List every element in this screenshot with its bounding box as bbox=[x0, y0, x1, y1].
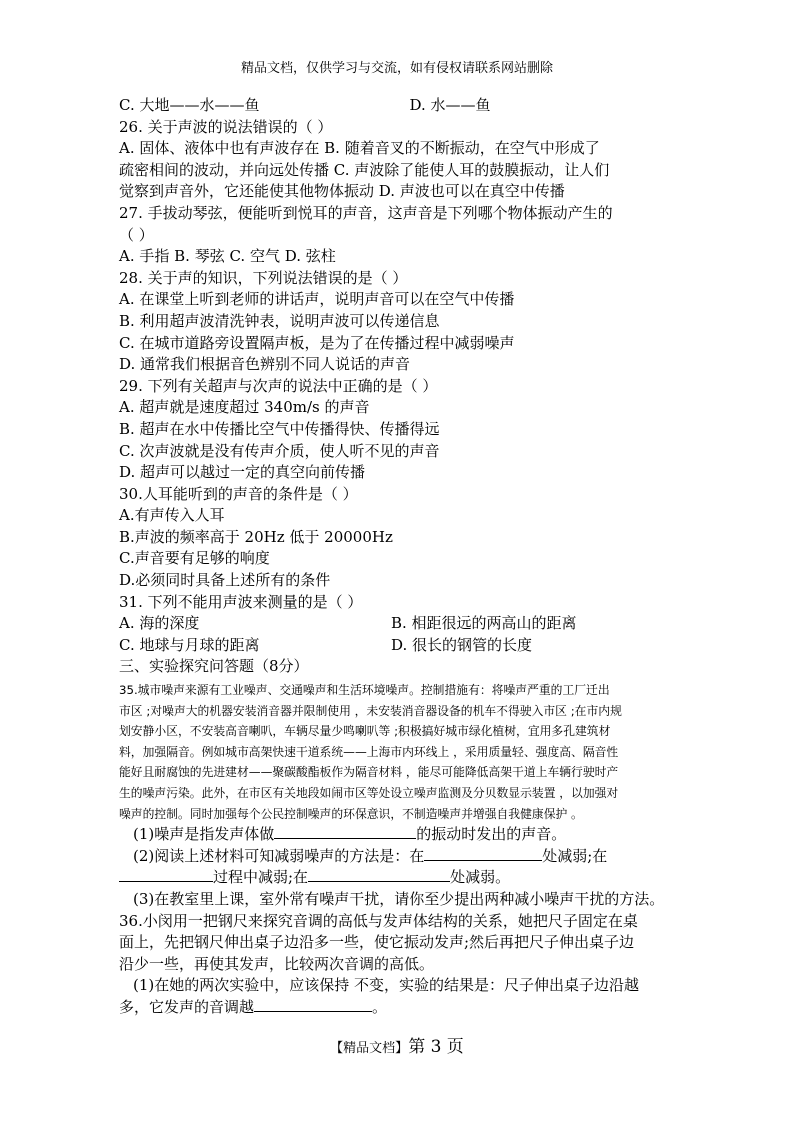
question-31-option-c: C. 地球与月球的距离 bbox=[119, 635, 260, 654]
section-3-heading: 三、实验探究问答题（8分） bbox=[119, 657, 309, 676]
question-29-option-d: D. 超声可以越过一定的真空向前传播 bbox=[119, 463, 366, 482]
question-29-option-a: A. 超声就是速度超过 340m/s 的声音 bbox=[119, 398, 370, 417]
question-35-2-mid: 处减弱;在 bbox=[542, 846, 608, 865]
question-29-option-b: B. 超声在水中传播比空气中传播得快、传播得远 bbox=[119, 419, 440, 438]
answer-blank[interactable] bbox=[119, 867, 213, 882]
question-26-line-a: A. 固体、液体中也有声波存在 B. 随着音叉的不断振动，在空气中形成了 bbox=[119, 139, 600, 158]
question-28-option-a: A. 在课堂上听到老师的讲话声，说明声音可以在空气中传播 bbox=[119, 290, 515, 309]
passage-35-line-2: 市区 ;对噪声大的机器安装消音器并限制使用 ，未安装消音器设备的机车不得驶入市区 ;在市内规 bbox=[119, 703, 622, 718]
question-35-1-text: (1)噪声是指发声体做 bbox=[133, 825, 275, 844]
question-30-option-d: D.必须同时具备上述所有的条件 bbox=[119, 571, 331, 590]
question-29-option-c: C. 次声波就是没有传声介质，使人听不见的声音 bbox=[119, 441, 440, 460]
question-30-option-b: B.声波的频率高于 20Hz 低于 20000Hz bbox=[119, 527, 393, 546]
document-body bbox=[119, 95, 679, 1019]
question-28-option-b: B. 利用超声波清洗钟表，说明声波可以传递信息 bbox=[119, 311, 440, 330]
answer-blank[interactable] bbox=[308, 867, 450, 882]
option-c: C. 大地——水——鱼 bbox=[119, 96, 260, 114]
question-35-2-tail: 处减弱。 bbox=[450, 868, 511, 887]
question-35-2-text: (2)阅读上述材料可知减弱噪声的方法是：在 bbox=[133, 846, 425, 865]
question-27: 27. 手拔动琴弦，便能听到悦耳的声音，这声音是下列哪个物体振动产生的 bbox=[119, 203, 613, 222]
passage-36-line-3: 沿少一些，再使其发声，比较两次音调的高低。 bbox=[119, 954, 435, 973]
question-35-2 bbox=[119, 846, 679, 868]
question-36-1-continued bbox=[119, 997, 679, 1019]
passage-36-line-1: 36.小闵用一把钢尺来探究音调的高低与发声体结构的关系，她把尺子固定在桌 bbox=[119, 911, 638, 930]
question-28-option-d: D. 通常我们根据音色辨别不同人说话的声音 bbox=[119, 355, 411, 374]
question-31: 31. 下列不能用声波来测量的是（ ） bbox=[119, 592, 363, 611]
answer-blank[interactable] bbox=[424, 846, 542, 861]
passage-35-line-5: 能好且耐腐蚀的先进建材——聚碳酸酯板作为隔音材料 ，能尽可能降低高架干道上车辆行驶时产 bbox=[119, 765, 619, 780]
question-35-2-continued bbox=[119, 867, 679, 889]
answer-blank[interactable] bbox=[274, 824, 416, 839]
question-35-1-tail: 的振动时发出的声音。 bbox=[416, 825, 567, 844]
question-36-1-text: 多，它发声的音调越 bbox=[119, 997, 255, 1016]
passage-35-line-1: 35.城市噪声来源有工业噪声、交通噪声和生活环境噪声。控制措施有：将噪声严重的工厂迁出 bbox=[119, 683, 610, 698]
question-28: 28. 关于声的知识，下列说法错误的是（ ） bbox=[119, 268, 408, 287]
question-31-option-d: D. 很长的钢管的长度 bbox=[391, 635, 533, 654]
passage-35-line-7: 噪声的控制。同时加强每个公民控制噪声的环保意识，不制造噪声并增强自我健康保护 。 bbox=[119, 806, 583, 821]
question-35-1 bbox=[119, 824, 679, 846]
page-number: 第 3 页 bbox=[408, 1037, 464, 1057]
question-26-line-c: 觉察到声音外，它还能使其他物体振动 D. 声波也可以在真空中传播 bbox=[119, 182, 565, 201]
question-30: 30.人耳能听到的声音的条件是（ ） bbox=[119, 484, 358, 503]
passage-35-line-3: 划安静小区，不安装高音喇叭，车辆尽量少鸣喇叭等 ;积极搞好城市绿化植树，宜用多孔建筑材 bbox=[119, 724, 611, 739]
question-30-option-a: A.有声传入人耳 bbox=[119, 506, 225, 525]
question-26-line-b: 疏密相间的波动，并向远处传播 C. 声波除了能使人耳的鼓膜振动，让人们 bbox=[119, 160, 610, 179]
passage-35-line-4: 料，加强隔音。例如城市高架快速干道系统——上海市内环线上 ，采用质量轻、强度高、隔音性 bbox=[119, 744, 619, 759]
option-d: D. 水——鱼 bbox=[409, 96, 491, 114]
question-28-option-c: C. 在城市道路旁设置隔声板，是为了在传播过程中减弱噪声 bbox=[119, 333, 515, 352]
passage-35-line-6: 生的噪声污染。此外，在市区有关地段如闹市区等处设立噪声监测及分贝数显示装置 ，以加强对 bbox=[119, 786, 619, 800]
question-35-2-mid2: 过程中减弱;在 bbox=[213, 868, 309, 887]
page-footer bbox=[0, 1032, 794, 1057]
question-27-options: A. 手指 B. 琴弦 C. 空气 D. 弦柱 bbox=[119, 247, 336, 266]
question-31-option-b: B. 相距很远的两高山的距离 bbox=[391, 614, 577, 633]
question-31-options-cd bbox=[119, 635, 679, 657]
question-31-option-a: A. 海的深度 bbox=[119, 614, 200, 633]
question-35-3: (3)在教室里上课，室外常有噪声干扰，请你至少提出两种减小噪声干扰的方法。 bbox=[133, 889, 665, 908]
passage-36-line-2: 面上，先把钢尺伸出桌子边沿多一些，使它振动发声;然后再把尺子伸出桌子边 bbox=[119, 933, 635, 952]
footer-tag: 【精品文档】 bbox=[330, 1041, 409, 1056]
question-26: 26. 关于声波的说法错误的（ ） bbox=[119, 117, 333, 136]
question-30-option-c: C.声音要有足够的响度 bbox=[119, 549, 270, 568]
question-27-bracket: （ ） bbox=[119, 225, 154, 244]
question-36-1: (1)在她的两次实验中，应该保持 不变，实验的结果是：尺子伸出桌子边沿越 bbox=[133, 976, 640, 995]
question-31-options-ab bbox=[119, 613, 679, 635]
page-header: 精品文档，仅供学习与交流，如有侵权请联系网站删除 bbox=[240, 61, 553, 76]
question-36-1-tail: 。 bbox=[372, 997, 388, 1016]
answer-blank[interactable] bbox=[254, 997, 372, 1012]
question-29: 29. 下列有关超声与次声的说法中正确的是（ ） bbox=[119, 376, 438, 395]
option-line bbox=[119, 95, 679, 117]
